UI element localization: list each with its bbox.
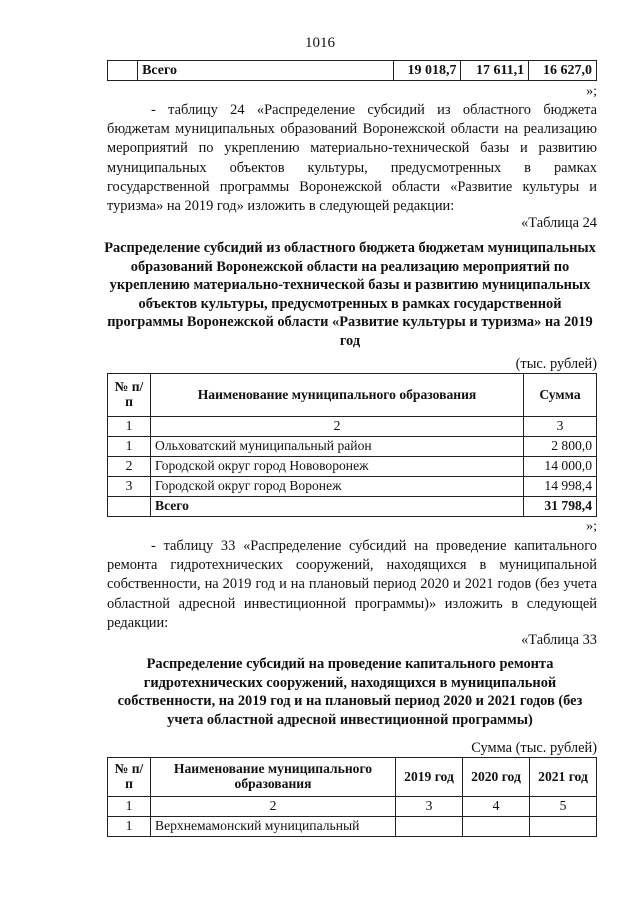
- table-cell: [108, 61, 138, 81]
- table-cell: Всего: [151, 497, 524, 517]
- table-cell: 3: [108, 477, 151, 497]
- table-cell: Городской округ город Воронеж: [151, 477, 524, 497]
- table-heading: Распределение субсидий на проведение капитального ремонта гидротехнических сооружений, находящихся в муниципальной собственности, на 2019 год и на плановый период 2020 и 2021 годов (без учета областной адресной инвестиционной программы): [117, 656, 583, 728]
- column-header: Сумма: [524, 374, 597, 417]
- table-cell: 2: [108, 457, 151, 477]
- table-row: [108, 457, 597, 477]
- total-value: 17 611,1: [461, 61, 529, 81]
- total-value: 16 627,0: [529, 61, 597, 81]
- column-header: 2020 год: [463, 758, 530, 797]
- table-cell: Ольховатский муниципальный район: [151, 437, 524, 457]
- table-cell: [530, 817, 597, 837]
- table-cell: 1: [108, 417, 151, 437]
- table-cell: 1: [108, 817, 151, 837]
- column-header: Наименование муниципального образования: [151, 758, 396, 797]
- paragraph: - таблицу 33 «Распределение субсидий на проведение капитального ремонта гидротехнических сооружений, находящихся в муниципальной собственности, на 2019 год и на плановый период 2020 и 2021 годов (без учета областной адресной инвестиционной программы)» изложить в следующей редакции:: [107, 538, 597, 631]
- previous-table-total: [107, 60, 597, 81]
- units-label: (тыс. рублей): [515, 356, 597, 372]
- units-label: Сумма (тыс. рублей): [471, 740, 597, 756]
- table-label: «Таблица 24: [521, 215, 597, 231]
- table-cell: 3: [396, 797, 463, 817]
- table-cell: 31 798,4: [524, 497, 597, 517]
- column-header: Наименование муниципального образования: [151, 374, 524, 417]
- paragraph: - таблицу 24 «Распределение субсидий из областного бюджета бюджетам муниципальных образований Воронежской области на реализацию мероприятий по укреплению материально-технической базы и развитию муниципальных объектов культуры, предусмотренных в рамках государственной программы Воронежской области «Развитие культуры и туризма» на 2019 год» изложить в следующей редакции:: [107, 102, 597, 215]
- table-24: [107, 373, 597, 517]
- table-cell: [396, 817, 463, 837]
- closing-quote: »;: [586, 519, 597, 534]
- table-cell: [108, 497, 151, 517]
- table-cell: 2: [151, 797, 396, 817]
- table-header-row: [108, 374, 597, 417]
- column-header: № п/п: [108, 758, 151, 797]
- table-cell: Городской округ город Нововоронеж: [151, 457, 524, 477]
- page-number: 1016: [305, 35, 335, 51]
- table-row: [108, 417, 597, 437]
- table-cell: 4: [463, 797, 530, 817]
- total-label: Всего: [138, 61, 394, 81]
- closing-quote: »;: [586, 84, 597, 99]
- table-cell: 5: [530, 797, 597, 817]
- table-cell: [463, 817, 530, 837]
- table-cell: 3: [524, 417, 597, 437]
- table-cell: 14 998,4: [524, 477, 597, 497]
- table-row: [108, 797, 597, 817]
- table-row: [108, 61, 597, 81]
- table-header-row: [108, 758, 597, 797]
- table-cell: 1: [108, 797, 151, 817]
- table-row: [108, 477, 597, 497]
- total-value: 19 018,7: [393, 61, 461, 81]
- table-label: «Таблица 33: [521, 632, 597, 648]
- table-33: [107, 757, 597, 837]
- table-cell: 14 000,0: [524, 457, 597, 477]
- table-row: [108, 817, 597, 837]
- table-heading: Распределение субсидий из областного бюджета бюджетам муниципальных образований Воронежской области на реализацию мероприятий по укреплению материально-технической базы и развитию муниципальных объектов культуры, предусмотренных в рамках государственной программы Воронежской области «Развитие культуры и туризма» на 2019 год: [104, 240, 596, 349]
- column-header: 2019 год: [396, 758, 463, 797]
- table-cell: 2: [151, 417, 524, 437]
- table-cell: 2 800,0: [524, 437, 597, 457]
- table-row: [108, 437, 597, 457]
- table-cell: 1: [108, 437, 151, 457]
- column-header: № п/п: [108, 374, 151, 417]
- column-header: 2021 год: [530, 758, 597, 797]
- table-cell: Верхнемамонский муниципальный: [151, 817, 396, 837]
- table-total-row: [108, 497, 597, 517]
